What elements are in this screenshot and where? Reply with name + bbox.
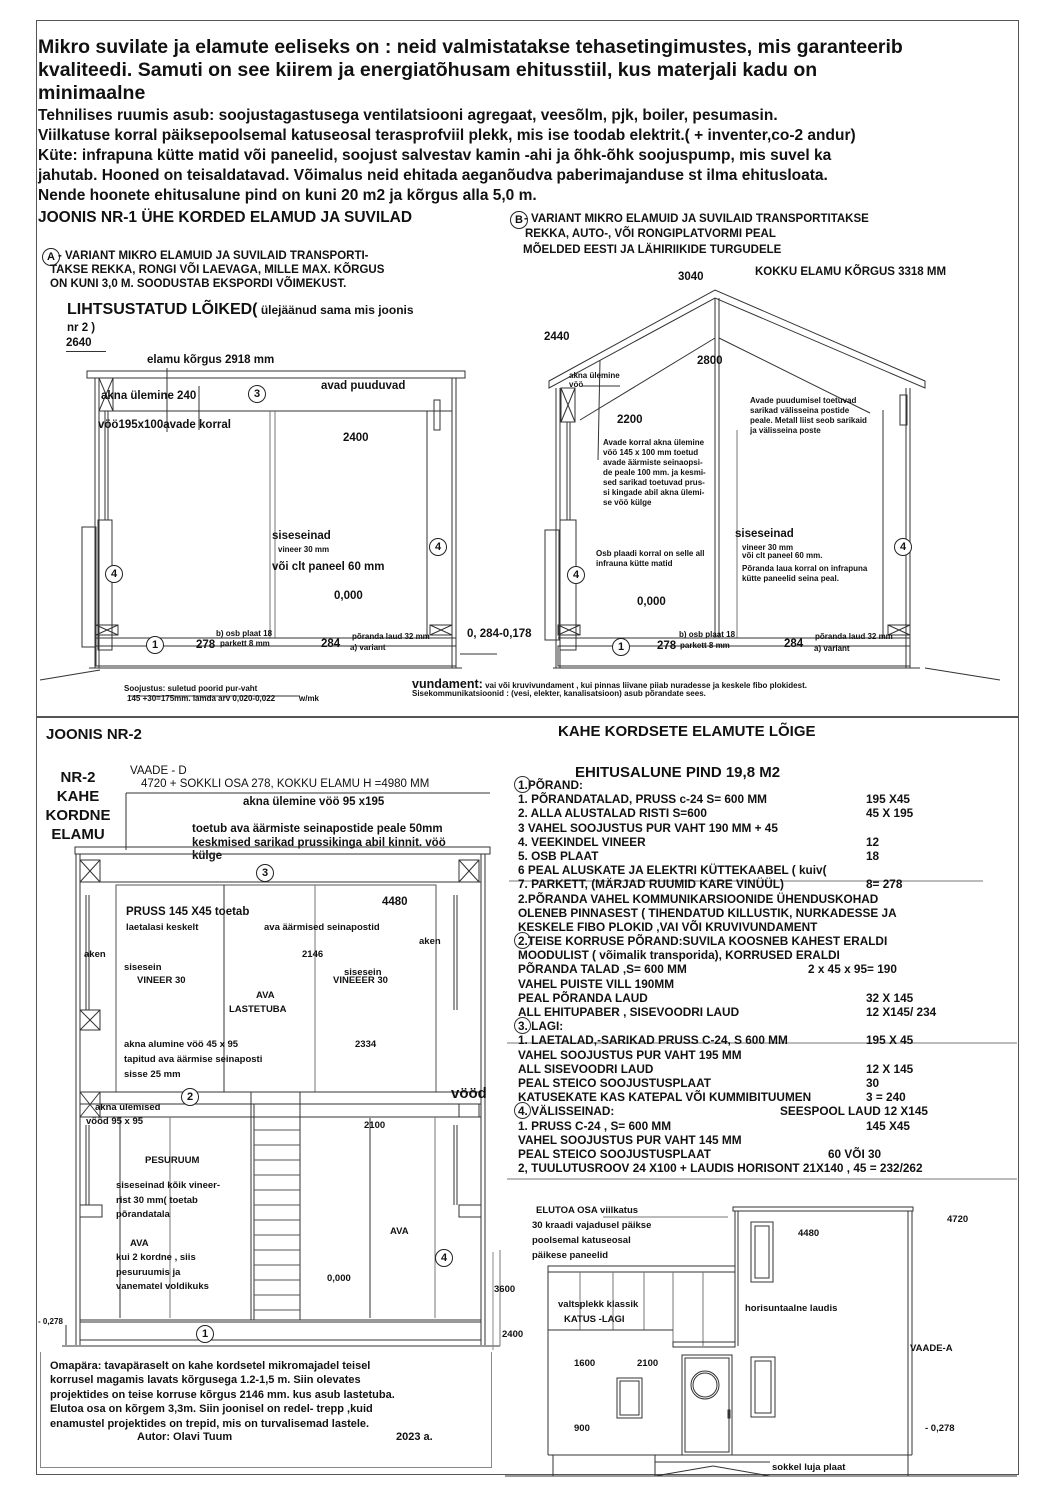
inner-right-2: VINEEER 30 — [333, 975, 388, 986]
lower-belt-2: tapitud ava äärmise seinaposti — [124, 1054, 263, 1065]
variant-a-line-2: TAKSE REKKA, RONGI VÕI LAEVAGA, MILLE MAX. KÕRGUS — [50, 264, 385, 276]
note-openings-6: si kingade abil akna ülemi- — [603, 488, 705, 497]
osb-note-b-2: infrauna kütte matid — [596, 559, 673, 568]
side-title-1: NR-2 — [60, 769, 96, 786]
spec-row-value: 12 X145/ 234 — [866, 1005, 937, 1019]
inner-right-1: sisesein — [344, 967, 382, 978]
spec-row-text: 2, TUULUTUSROOV 24 X100 + LAUDIS HORISONT 21X140 , 45 = 232/262 — [518, 1161, 923, 1176]
marker-1-b: 1 — [612, 638, 630, 656]
spec-row-text: PÕRANDA TALAD ,S= 600 MM — [518, 962, 687, 977]
spec-row-text: 4. VÄLISSEINAD: — [518, 1104, 615, 1119]
footnote-line-2: korrusel magamis lavats kõrgusega 1.2-1,5 m. Siin olevates — [50, 1374, 361, 1386]
intro-line-1: Mikro suvilate ja elamute eeliseks on : neid valmistatakse tehasetingimustes, mis garanteerib — [38, 36, 903, 58]
section-title-note: ülejäänud sama mis joonis — [257, 303, 414, 317]
view-a-label: VAADE-A — [910, 1343, 953, 1354]
elev-2400-view: 2400 — [502, 1329, 524, 1340]
spec-row-value: 12 — [866, 834, 880, 849]
dim-2146: 2146 — [302, 949, 324, 960]
fig2-title: JOONIS NR-2 — [46, 726, 142, 743]
side-title-3: KORDNE — [45, 807, 111, 824]
roof-note-3: poolsemal katuseosal — [532, 1235, 631, 1246]
rests-on-2: keskmised sarikad prussikinga abil kinnit. vöö — [192, 837, 446, 849]
beam-note-1: PRUSS 145 X45 toetab — [126, 906, 250, 918]
spec-row-text: 1.PÕRAND: — [518, 778, 583, 792]
spec-row-text: MOODULIST ( võimalik transporida), KORRUSED ERALDI — [518, 948, 840, 963]
variant-b-line-1: - VARIANT MIKRO ELAMUID JA SUVILAID TRANSPORTITAKSE — [524, 213, 869, 225]
belt-label-a: vöö195x100avade korral — [98, 419, 231, 431]
room-lower-left-2: kui 2 kordne , siis — [116, 1252, 196, 1263]
window-belt-fig2: akna ülemine vöö 95 x195 — [243, 796, 385, 808]
osb-b: b) osb plaat 18 — [679, 630, 736, 639]
view-d-label: VAADE - D — [130, 765, 187, 777]
spec-row-text: 5. OSB PLAAT — [518, 848, 599, 863]
spec-row-text: KESKELE FIBO PLOKID ,VAI VÕI KRUVIVUNDAMENT — [518, 919, 818, 934]
marker-4-fig2: 4 — [435, 1249, 453, 1267]
upper-belts-1: akna ülemised — [95, 1102, 161, 1113]
intro-tech-room: Tehnilises ruumis asub: soojustagastusega ventilatsiooni agregaat, veesõlm, pjk, boiler, pesumasin. — [38, 107, 778, 124]
rests-on-1: toetub ava äärmiste seinapostide peale 50mm — [192, 823, 443, 835]
room-lower-left-4: vanematel voldikuks — [116, 1281, 209, 1292]
spec-row-text: 7. PARKETT, (MÄRJAD RUUMID KARE VINÜÜL) — [518, 877, 784, 892]
spec-row-text: 1. PÕRANDATALAD, PRUSS c-24 S= 600 MM — [518, 792, 767, 807]
posts-note: ava äärmised seinapostid — [264, 922, 380, 933]
intro-roof: Viilkatuse korral päiksepoolsemal katuseosal terasprofviil plekk, mis ise toodab elektrit.( + inventer,co-2 andur) — [38, 127, 856, 144]
dim-2334: 2334 — [355, 1039, 377, 1050]
lower-belt-3: sisse 25 mm — [124, 1069, 181, 1080]
section-note-2: nr 2 ) — [67, 322, 96, 334]
insulation-unit: w/mk — [299, 694, 320, 703]
floor-board-b: põranda laud 32 mm — [815, 632, 893, 641]
elev-3040: 3040 — [678, 271, 704, 283]
spec-row-text: VAHEL SOOJUSTUS PUR VAHT 195 MM — [518, 1047, 742, 1062]
spec-row-text: VAHEL SOOJUSTUS PUR VAHT 145 MM — [518, 1132, 742, 1147]
inner-walls-b: siseseinad — [735, 528, 794, 540]
elev-2440: 2440 — [544, 331, 570, 343]
room-lower-left-1: AVA — [130, 1238, 149, 1249]
spec-row-value: 45 X 195 — [866, 806, 914, 821]
marker-3-fig2: 3 — [256, 864, 274, 882]
window-top-b-1: akna ülemine — [569, 371, 620, 380]
note-openings-2: vöö 145 x 100 mm toetud — [603, 448, 699, 457]
note-rafters-1: Avade puudumisel toetuvad — [750, 396, 857, 405]
foundation-text: vai või kruvivundament , kui pinnas liivane piiab nuradesse ja keskele fibo plokidest. — [482, 681, 807, 690]
spec-row-text: VAHEL PUISTE VILL 190MM — [518, 976, 675, 991]
spec-row-value: 12 X 145 — [866, 1061, 914, 1076]
variant-a-line-3: ON KUNI 3,0 M. SOODUSTAB EKSPORDI VÕIMEKUST. — [50, 278, 347, 290]
side-title-4: ELAMU — [51, 826, 105, 843]
footnote-line-3: projektides on teise korruse kõrgus 2146 mm. kus asub lastetuba. — [50, 1389, 395, 1401]
inner-all-2: rist 30 mm( toetab — [116, 1195, 198, 1206]
note-rafters-4: ja välisseina poste — [750, 426, 821, 435]
elev-900: 900 — [574, 1423, 590, 1434]
roof-note-1: ELUTOA OSA viilkatus — [536, 1205, 639, 1216]
clt-label-a: või clt paneel 60 mm — [272, 561, 385, 573]
elev-2200: 2200 — [617, 414, 643, 426]
inner-all-3: põrandatala — [116, 1209, 170, 1220]
inner-walls-b-sub-2: või clt paneel 60 mm. — [742, 551, 823, 560]
elev-zero-a: 0,000 — [334, 590, 363, 602]
spec-row-value: 195 X45 — [866, 792, 910, 807]
window-top-a: akna ülemine 240 — [101, 390, 197, 402]
spec-row-value: 32 X 145 — [866, 990, 914, 1005]
parquet-a: parkett 8 mm — [220, 639, 270, 648]
footnote-line-4: Elutoa osa on kõrgem 3,3m. Siin joonisel on redel- trepp ,kuid — [50, 1403, 373, 1415]
elev-2100-view: 2100 — [637, 1358, 659, 1369]
rests-on-3: külge — [192, 850, 223, 862]
lower-belt-1: akna alumine vöö 45 x 95 — [124, 1039, 239, 1050]
spec-row-value: 8= 278 — [866, 877, 903, 892]
window-right-label: aken — [419, 936, 441, 947]
level-note: 0, 284-0,178 — [467, 628, 532, 640]
window-left-label: aken — [84, 949, 106, 960]
elev-2800: 2800 — [697, 355, 723, 367]
spec-row-value: SEESPOOL LAUD 12 X145 — [780, 1104, 928, 1119]
floor-note-b-2: kütte paneelid seina peal. — [742, 574, 839, 583]
foundation-title: vundament: — [412, 677, 483, 691]
section-title-main: LIHTSUSTATUD LÕIKED( — [67, 301, 258, 318]
variant-b-line-2: REKKA, AUTO-, VÕI RONGIPLATVORMI PEAL — [525, 228, 776, 240]
author: Autor: Olavi Tuum — [137, 1431, 233, 1443]
inner-walls-a: siseseinad — [272, 530, 331, 542]
height-label-a: elamu kõrgus 2918 mm — [147, 354, 275, 366]
roof-note-4: päikese paneelid — [532, 1250, 609, 1261]
intro-area: Nende hoonete ehitusalune pind on kuni 20 m2 ja kõrgus alla 5,0 m. — [38, 187, 537, 204]
total-height-b: KOKKU ELAMU KÕRGUS 3318 MM — [755, 266, 947, 278]
utilities-note: Sisekommunikatsioonid : (vesi, elekter, kanalisatsioon) asub põrandate sees. — [412, 689, 706, 698]
elev-1600: 1600 — [574, 1358, 596, 1369]
inner-left-1: sisesein — [124, 962, 162, 973]
variant-label-a: a) variant — [350, 643, 386, 652]
plinth-label: sokkel luja plaat — [772, 1462, 846, 1473]
spec-row-text: ALL SISEVOODRI LAUD — [518, 1061, 654, 1076]
spec-row-text: 2.TEISE KORRUSE PÕRAND:SUVILA KOOSNEB KAHEST ERALDI — [518, 934, 888, 949]
spec-area: EHITUSALUNE PIND 19,8 M2 — [575, 764, 781, 781]
osb-note-b-1: Osb plaadi korral on selle all — [596, 549, 705, 558]
spec-row-text: PEAL STEICO SOOJUSTUSPLAAT — [518, 1146, 711, 1161]
variant-a-marker: A — [42, 248, 60, 266]
variant-b-line-3: MÕELDED EESTI JA LÄHIRIIKIDE TURGUDELE — [523, 244, 782, 256]
belts-label: vööd — [451, 1085, 487, 1102]
spec-row-text: 4. VEEKINDEL VINEER — [518, 834, 646, 849]
insulation-line-1: Soojustus: suletud poorid pur-vaht — [124, 684, 258, 693]
dim-278-b: 278 — [657, 640, 677, 652]
dim-2100-fig2: 2100 — [364, 1120, 386, 1131]
spec-row-value: 3 = 240 — [866, 1090, 906, 1105]
intro-heating: Küte: infrapuna kütte matid või paneelid, soojust salvestav kamin -ahi ja õhk-õhk soojuspump, mis suvel ka — [38, 147, 832, 164]
spec-title: KAHE KORDSETE ELAMUTE LÕIGE — [558, 723, 816, 740]
marker-4-a-right: 4 — [429, 538, 447, 556]
intro-line-2: kvaliteedi. Samuti on see kiirem ja energiatõhusam ehitusstiil, kus materjali kadu on — [38, 59, 818, 81]
spec-row-text: OLENEB PINNASEST ( TIHENDATUD KILLUSTIK, NURKADESSE JA — [518, 905, 897, 920]
intro-line-3: minimaalne — [38, 82, 146, 104]
intro-movable: jahutab. Hooned on teisaldatavad. Võimalus neid ehitada aeganõudva paberimajanduse st ilma ehitusloata. — [38, 167, 828, 184]
marker-4-b-left: 4 — [567, 566, 585, 584]
upper-belts-2: vööd 95 x 95 — [86, 1116, 144, 1127]
variant-b-marker: B — [510, 211, 528, 229]
insulation-line-2: 145 +30=175mm. lamda arv 0,020-0,022 — [127, 694, 276, 703]
room-upper-2: LASTETUBA — [229, 1004, 287, 1015]
side-title-2: KAHE — [56, 788, 100, 805]
elev-2640: 2640 — [66, 337, 92, 349]
elev-zero-b: 0,000 — [637, 596, 666, 608]
dim-284-b: 284 — [784, 638, 804, 650]
room-lower-left-3: pesuruumis ja — [116, 1267, 181, 1278]
room-upper-1: AVA — [256, 990, 275, 1001]
note-openings-5: sed sarikad toetuvad prus- — [603, 478, 705, 487]
window-top-b-2: vöö — [569, 380, 584, 389]
spec-row-text: PEAL STEICO SOOJUSTUSPLAAT — [518, 1075, 711, 1090]
roof-label-2: KATUS -LAGI — [564, 1314, 625, 1325]
elev-4720: 4720 — [947, 1214, 969, 1225]
spec-row-text: 3 VAHEL SOOJUSTUS PUR VAHT 190 MM + 45 — [518, 820, 778, 835]
footnote-line-5: enamustel projektides on trepid, mis on turvalisemad lastele. — [50, 1418, 370, 1430]
spec-row-value: 145 X45 — [866, 1118, 910, 1133]
dim-2400: 2400 — [343, 432, 369, 444]
fig1-title: JOONIS NR-1 ÜHE KORDED ELAMUD JA SUVILAD — [38, 209, 413, 226]
spec-row-value: 18 — [866, 848, 880, 863]
footnote-line-1: Omapära: tavapäraselt on kahe kordsetel mikromajadel teisel — [50, 1360, 371, 1372]
marker-4-b-right: 4 — [894, 538, 912, 556]
spec-row-value: 195 X 45 — [866, 1033, 914, 1048]
no-openings-label: avad puuduvad — [321, 380, 406, 392]
spec-row-text: 2.PÕRANDA VAHEL KOMMUNIKARSIOONIDE ÜHENDUSKOHAD — [518, 891, 879, 906]
inner-left-2: VINEER 30 — [137, 975, 186, 986]
note-openings-3: avade äärmiste seinaopsi- — [603, 458, 703, 467]
marker-3-a: 3 — [248, 385, 266, 403]
variant-a-line-1: - VARIANT MIKRO ELAMUID JA SUVILAID TRANSPORTI- — [58, 250, 369, 262]
spec-row-text: 6 PEAL ALUSKATE JA ELEKTRI KÜTTEKAABEL ( kuiv( — [518, 863, 827, 878]
inner-walls-b-sub-1: vineer 30 mm — [742, 543, 794, 552]
roof-label-1: valtsplekk klassik — [558, 1299, 639, 1310]
elev-3600: 3600 — [494, 1284, 516, 1295]
osb-a: b) osb plaat 18 — [216, 629, 273, 638]
spec-row-value: 2 x 45 x 95= 190 — [808, 962, 897, 977]
room-lower-right: AVA — [390, 1226, 409, 1237]
year: 2023 a. — [396, 1431, 433, 1443]
note-rafters-3: peale. Metall liist seob sarikaid — [750, 416, 867, 425]
spec-row-text: ALL EHITUPABER , SISEVOODRI LAUD — [518, 1005, 740, 1019]
dim-284-a: 284 — [321, 638, 341, 650]
inner-all-1: siseseinad kõik vineer- — [116, 1180, 221, 1191]
inner-walls-sub-a: vineer 30 mm — [278, 545, 330, 554]
spec-row-text: PEAL PÕRANDA LAUD — [518, 990, 648, 1005]
beam-note-2: laetalasi keskelt — [126, 922, 199, 933]
variant-label-b: a) variant — [814, 644, 850, 653]
parquet-b: parkett 8 mm — [680, 641, 730, 650]
spec-row-text: KATUSEKATE KAS KATEPAL VÕI KUMMIBITUUMEN — [518, 1090, 812, 1105]
spec-row-text: 2. ALLA ALUSTALAD RISTI S=600 — [518, 806, 707, 821]
elev-neg-view: - 0,278 — [925, 1423, 955, 1434]
spec-row-value: 30 — [866, 1075, 880, 1090]
spec-row-text: 3. LAGI: — [518, 1019, 564, 1034]
spec-row-text: 1. LAETALAD,-SARIKAD PRUSS C-24, S 600 MM — [518, 1033, 788, 1048]
spec-row-text: 1. PRUSS C-24 , S= 600 MM — [518, 1118, 672, 1133]
marker-4-a-left: 4 — [105, 565, 123, 583]
marker-2-fig2: 2 — [181, 1088, 199, 1106]
marker-1-a: 1 — [146, 636, 164, 654]
cladding-label: horisuntaalne laudis — [745, 1303, 838, 1314]
note-openings-7: se vöö külge — [603, 498, 652, 507]
dim-4480-fig2: 4480 — [382, 896, 408, 908]
floor-note-b-1: Põranda laua korral on infrapuna — [742, 564, 868, 573]
note-openings-4: de peale 100 mm. ja kesmi- — [603, 468, 706, 477]
roof-note-2: 30 kraadi vajadusel päikse — [532, 1220, 652, 1231]
elev-zero-fig2: 0,000 — [327, 1273, 351, 1284]
bathroom-label: PESURUUM — [145, 1155, 200, 1166]
elev-neg-fig2: - 0,278 — [38, 1317, 63, 1326]
dim-278-a: 278 — [196, 639, 216, 651]
marker-1-fig2: 1 — [196, 1325, 214, 1343]
spec-row-value: 60 VÕI 30 — [828, 1146, 882, 1161]
elev-4480-view: 4480 — [798, 1228, 820, 1239]
height-total: 4720 + SOKKLI OSA 278, KOKKU ELAMU H =4980 MM — [141, 778, 430, 790]
note-openings-1: Avade korral akna ülemine — [603, 438, 705, 447]
note-rafters-2: sarikad välisseina postide — [750, 406, 850, 415]
floor-board-a: põranda laud 32 mm — [352, 632, 430, 641]
